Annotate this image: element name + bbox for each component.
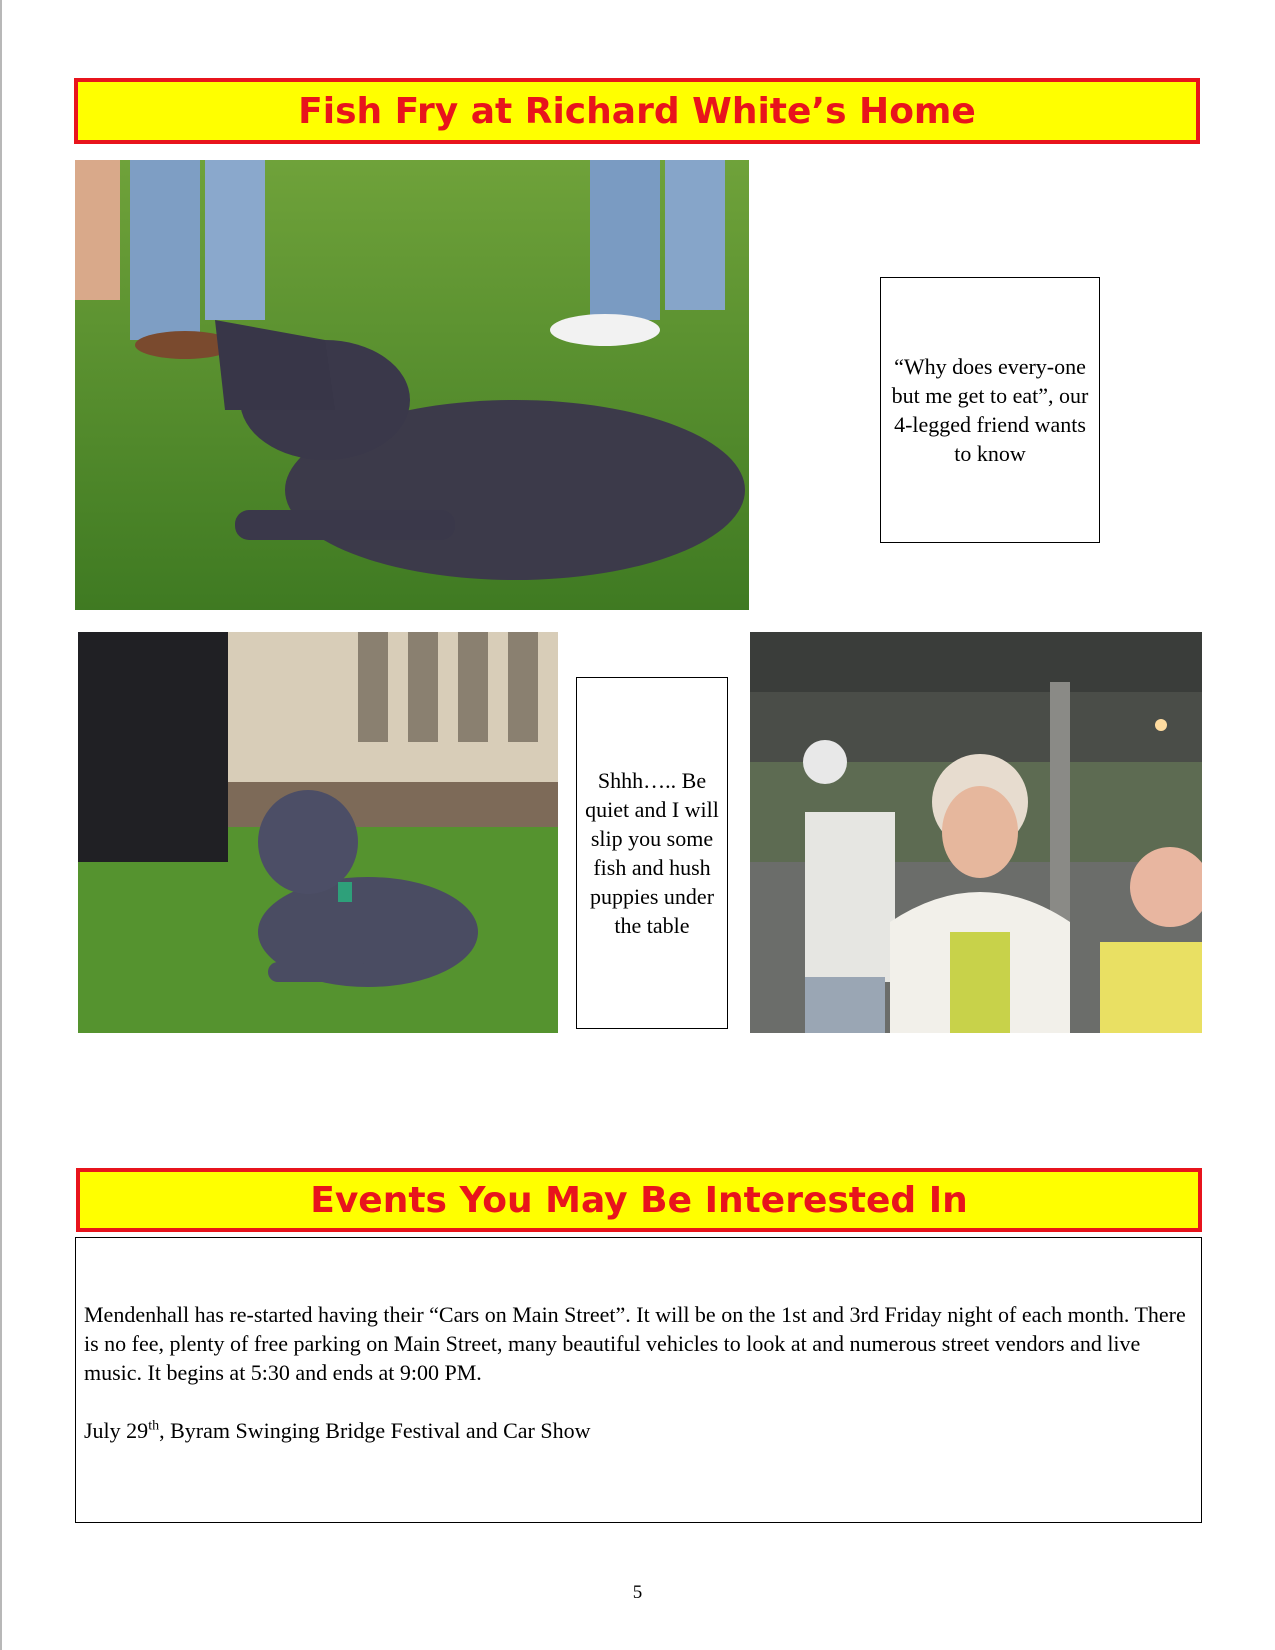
page-number: 5	[632, 1582, 643, 1603]
photo-woman-shushing	[750, 632, 1202, 1033]
event-byram-festival	[84, 1416, 1193, 1445]
fish-fry-heading: Fish Fry at Richard White’s Home	[298, 90, 976, 132]
caption-slip-you-some-fish-text: Shhh….. Be quiet and I will slip you some fish and hush puppies under the table	[585, 768, 719, 938]
caption-slip-you-some-fish	[576, 677, 728, 1029]
event-cars-on-main-street: Mendenhall has re-started having their “Cars on Main Street”. It will be on the 1st and 3rd Friday night of each month. There is no fee, plenty of free parking on Main Street, many beautiful vehicles to look at and numerous street vendors and live music. It begins at 5:30 and ends at 9:00 PM.	[84, 1302, 1186, 1385]
photo-dog-smiling	[78, 632, 558, 1033]
event-byram-date-suffix: th	[148, 1418, 160, 1434]
events-heading-banner	[76, 1168, 1202, 1232]
events-box	[75, 1237, 1202, 1523]
caption-dog-wants-to-eat	[880, 277, 1100, 543]
photo-dog-yawning	[75, 160, 749, 610]
events-heading: Events You May Be Interested In	[310, 1179, 968, 1221]
event-byram-text: , Byram Swinging Bridge Festival and Car Show	[159, 1418, 591, 1443]
fish-fry-heading-banner	[74, 78, 1200, 144]
page-left-edge	[0, 0, 2, 1650]
event-byram-date: July 29	[84, 1418, 149, 1443]
caption-dog-wants-to-eat-text: “Why does every-one but me get to eat”, our 4-legged friend wants to know	[891, 354, 1089, 466]
